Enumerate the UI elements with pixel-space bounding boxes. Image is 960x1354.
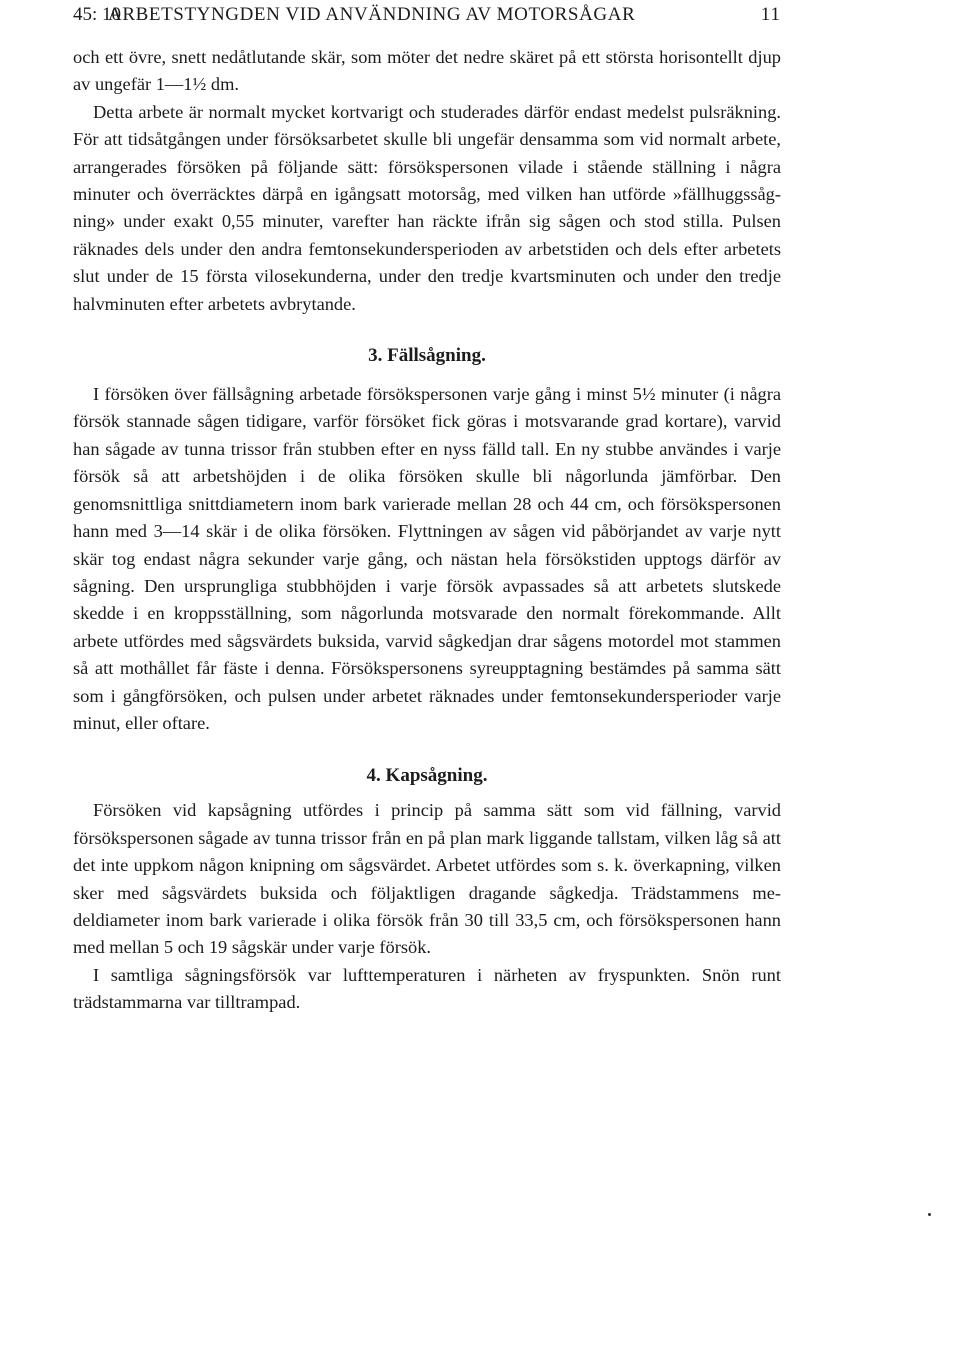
- paragraph-4: Försöken vid kapsågning utfördes i princip på samma sätt som vid fällning, varvid försökspersonen sågade av tunna trissor från en på plan mark liggande tallstam, vilken låg så att det inte uppkom någon knipning om sågsvärdet. Arbetet utfördes som s. k. överkapning, vilken sker med sågsvärdets buksida och följaktligen dragande sågkedja. Trädstammens medeldiameter inom bark varierade i olika försök från 30 till 33,5 cm, och försökspersonen hann med mellan 5 och 19 sågskär under varje försök.: [73, 800, 781, 958]
- scan-speck: [928, 1213, 931, 1216]
- document-body: [73, 44, 781, 1017]
- paragraph-3: I försöken över fällsågning arbetade försökspersonen varje gång i minst 5½ minuter (i några försök stannade sågen tidigare, varför försöket fick göras i motsvarande grad kortare), varvid han sågade av tunna trissor från stubben efter en nyss fälld tall. En ny stubbe användes i varje försök så att arbetshöjden i de olika försöken skulle bli någorlunda jämförbar. Den genomsnittliga snittdiametern inom bark varierade mellan 28 och 44 cm, och försökspersonen hann med 3—14 skär i de olika försöken. Flyttningen av sågen vid påbörjandet av varje nytt skär tog endast några sekunder varje gång, och nästan hela försökstiden upptogs därför av sågning. Den ursprungliga stubbhöjden i varje försök avpassades så att arbetets slutskede skedde i en kroppsställning, som någorlunda motsvarade den normalt förekommande. Allt arbete utfördes med sågsvärdets buksida, varvid sågkedjan drar sågens motordel mot stammen så att mothållet får fäste i denna. Försökspersonens syreupptagning bestämdes på samma sätt som i gångförsöken, och pulsen under arbetet räknades under femtonsekundersperioder varje minut, eller oftare.: [73, 384, 781, 733]
- paragraph-5: I samtliga sågningsförsök var lufttemperaturen i närheten av fryspunkten. Snön runt trädstammarna var tilltrampad.: [73, 964, 781, 1013]
- paragraph-2: Detta arbete är normalt mycket kortvarigt och studerades därför endast medelst pulsräkning. För att tidsåtgången under försöksarbetet skulle bli ungefär densamma som vid normalt arbete, arrangerades försöken på följande sätt: försökspersonen vilade i stående ställning i några minuter och överräcktes därpå en igångsatt motorsåg, med vilken han utförde »fällhuggssågning» under exakt 0,55 minuter, varefter han räckte ifrån sig sågen och stod stilla. Pulsen räknades dels under den andra femtonsekundersperioden av arbetstiden och dels efter arbetets slut under de 15 första vilosekunderna, under den tredje kvartsminuten och under den tredje halvminuten efter arbetets avbrytande.: [73, 101, 781, 314]
- section-heading-kapsagning: 4. Kapsågning.: [366, 765, 488, 787]
- section-heading-fallsagning: 3. Fällsågning.: [368, 345, 486, 367]
- paragraph-1: och ett övre, snett nedåtlutande skär, som möter det nedre skäret på ett största horisontellt djup av ungefär 1—1½ dm.: [73, 47, 781, 95]
- page-label: 45: 10: [73, 4, 122, 25]
- header-title: ARBETSTYNGDEN VID ANVÄNDNING AV MOTORSÅGAR: [108, 4, 636, 25]
- page-number: 11: [760, 4, 781, 25]
- running-header: [73, 4, 781, 28]
